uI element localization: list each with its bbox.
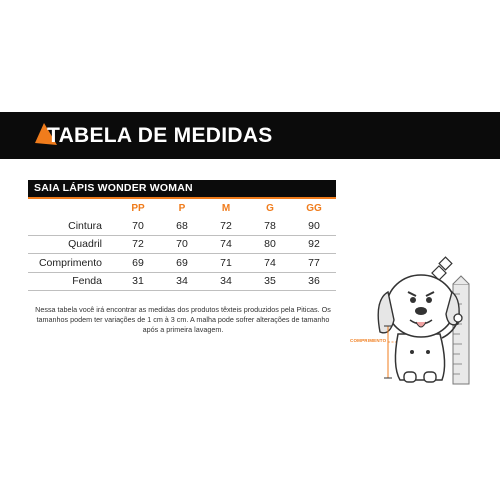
table-caption: SAIA LÁPIS WONDER WOMAN [28,180,336,199]
table-cell: 74 [248,254,292,273]
table-cell: 70 [116,217,160,235]
row-label: Quadril [28,235,116,254]
column-header: PP [131,202,145,214]
table-header-row [28,199,336,217]
page-title: TABELA DE MEDIDAS [47,124,273,147]
row-label: Comprimento [28,254,116,273]
table-cell: 68 [160,217,204,235]
size-table [28,199,336,291]
comprimento-label: COMPRIMENTO [350,338,387,343]
dog-mascot-icon [378,275,462,382]
table-cell: 69 [160,254,204,273]
table-cell: 71 [204,254,248,273]
table-cell: 35 [248,272,292,291]
header-band [0,112,500,159]
table-cell: 72 [116,235,160,254]
column-header: P [178,202,186,214]
row-label: Cintura [28,217,116,235]
column-header: G [266,202,274,214]
mascot-illustration [350,240,485,390]
size-table-panel [28,180,336,291]
table-cell: 36 [292,272,336,291]
table-cell: 74 [204,235,248,254]
table-cell: 80 [248,235,292,254]
table-cell: 77 [292,254,336,273]
column-header: M [221,202,231,214]
length-indicator-icon [384,326,396,378]
table-row [28,254,336,273]
table-cell: 31 [116,272,160,291]
table-cell: 69 [116,254,160,273]
table-cell: 78 [248,217,292,235]
table-row [28,235,336,254]
table-cell: 92 [292,235,336,254]
header-empty-cell [28,199,116,217]
table-row [28,217,336,235]
table-cell: 34 [160,272,204,291]
row-label: Fenda [28,272,116,291]
table-cell: 72 [204,217,248,235]
column-header: GG [306,202,322,214]
table-cell: 34 [204,272,248,291]
table-cell: 70 [160,235,204,254]
table-cell: 90 [292,217,336,235]
table-row [28,272,336,291]
disclaimer-note: Nessa tabela você irá encontrar as medidas dos produtos têxteis produzidos pela Piticas. Os tamanhos podem ter variações de 1 cm à 3 cm. A malha pode sofrer alterações de tamanho após a primeira lavagem. [35,305,331,334]
